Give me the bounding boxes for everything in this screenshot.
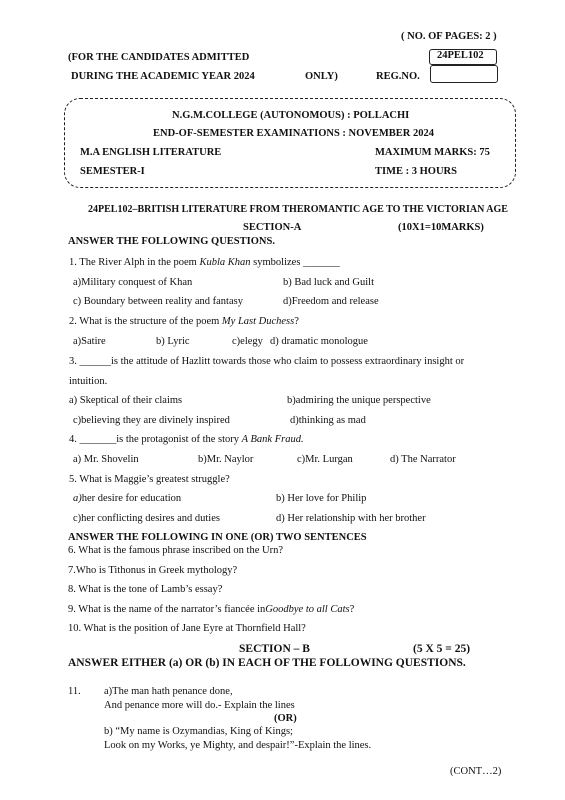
q3-option-b: b)admiring the unique perspective: [287, 395, 431, 406]
q3-option-a: a) Skeptical of their claims: [69, 395, 183, 406]
q5-option-a: a)her desire for education: [73, 493, 182, 504]
question-2: 2. What is the structure of the poem My Last Duchess?: [69, 316, 299, 327]
section-b-marks: (5 X 5 = 25): [413, 643, 471, 655]
regno-box[interactable]: [430, 65, 498, 83]
question-9: 9. What is the name of the narrator’s fiancée inGoodbye to all Cats?: [68, 604, 355, 615]
question-1: 1. The River Alph in the poem Kubla Khan symbolizes _______: [69, 257, 340, 268]
candidates-line-2: DURING THE ACADEMIC YEAR 2024: [71, 71, 255, 82]
short-answer-instruction: ANSWER THE FOLLOWING IN ONE (OR) TWO SENTENCES: [68, 532, 367, 543]
question-8: 8. What is the tone of Lamb’s essay?: [68, 584, 223, 595]
section-b-instruction: ANSWER EITHER (a) OR (b) IN EACH OF THE FOLLOWING QUESTIONS.: [68, 657, 466, 669]
course-title: 24PEL102–BRITISH LITERATURE FROM THEROMANTIC AGE TO THE VICTORIAN AGE: [88, 204, 508, 215]
q11-option-b-line1: b) “My name is Ozymandias, King of Kings;: [104, 726, 293, 737]
q3-option-c: c)believing they are divinely inspired: [73, 415, 230, 426]
q2-option-d: d) dramatic monologue: [270, 336, 368, 347]
regno-label: REG.NO.: [376, 71, 420, 82]
paper-code: 24PEL102: [437, 50, 484, 61]
question-10: 10. What is the position of Jane Eyre at Thornfield Hall?: [68, 623, 306, 634]
q4-option-c: c)Mr. Lurgan: [297, 454, 353, 465]
section-a-marks: (10X1=10MARKS): [398, 222, 484, 233]
section-b-title: SECTION – B: [239, 643, 310, 655]
semester: SEMESTER-I: [80, 166, 145, 177]
time: TIME : 3 HOURS: [375, 166, 457, 177]
question-3-cont: intuition.: [69, 376, 108, 387]
q4-option-a: a) Mr. Shovelin: [73, 454, 139, 465]
q4-option-d: d) The Narrator: [390, 454, 456, 465]
max-marks: MAXIMUM MARKS: 75: [375, 147, 490, 158]
q5-option-b: b) Her love for Philip: [276, 493, 367, 504]
only-label: ONLY): [305, 71, 338, 82]
q11-option-a-line1: a)The man hath penance done,: [104, 686, 233, 697]
q11-option-b-line2: Look on my Works, ye Mighty, and despair!”-Explain the lines.: [104, 740, 372, 751]
exam-name: END-OF-SEMESTER EXAMINATIONS : NOVEMBER 2024: [153, 128, 434, 139]
college-name: N.G.M.COLLEGE (AUTONOMOUS) : POLLACHI: [172, 110, 410, 121]
q5-option-c: c)her conflicting desires and duties: [73, 513, 220, 524]
q3-option-d: d)thinking as mad: [290, 415, 366, 426]
q2-option-a: a)Satire: [73, 336, 106, 347]
q1-option-d: d)Freedom and release: [283, 296, 379, 307]
question-7: 7.Who is Tithonus in Greek mythology?: [68, 565, 238, 576]
q4-option-b: b)Mr. Naylor: [198, 454, 254, 465]
question-5: 5. What is Maggie’s greatest struggle?: [69, 474, 230, 485]
q1-option-b: b) Bad luck and Guilt: [283, 277, 374, 288]
question-6: 6. What is the famous phrase inscribed on the Urn?: [68, 545, 283, 556]
q1-option-c: c) Boundary between reality and fantasy: [73, 296, 243, 307]
q5-option-d: d) Her relationship with her brother: [276, 513, 426, 524]
section-a-instruction: ANSWER THE FOLLOWING QUESTIONS.: [68, 236, 275, 247]
question-11-number: 11.: [68, 686, 81, 697]
q11-option-a-line2: And penance more will do.- Explain the lines: [104, 700, 295, 711]
question-4: 4. _______is the protagonist of the story A Bank Fraud.: [69, 434, 304, 445]
candidates-line-1: (FOR THE CANDIDATES ADMITTED: [68, 52, 250, 63]
programme: M.A ENGLISH LITERATURE: [80, 147, 222, 158]
question-3: 3. ______is the attitude of Hazlitt towards those who claim to possess extraordinary insight or: [69, 356, 465, 367]
section-a-title: SECTION-A: [243, 222, 302, 233]
q1-option-a: a)Military conquest of Khan: [73, 277, 193, 288]
continued-note: (CONT…2): [450, 766, 502, 777]
q2-option-b: b) Lyric: [156, 336, 190, 347]
page-count: ( NO. OF PAGES: 2 ): [401, 31, 497, 42]
q2-option-c: c)elegy: [232, 336, 263, 347]
or-separator: (OR): [274, 713, 297, 724]
